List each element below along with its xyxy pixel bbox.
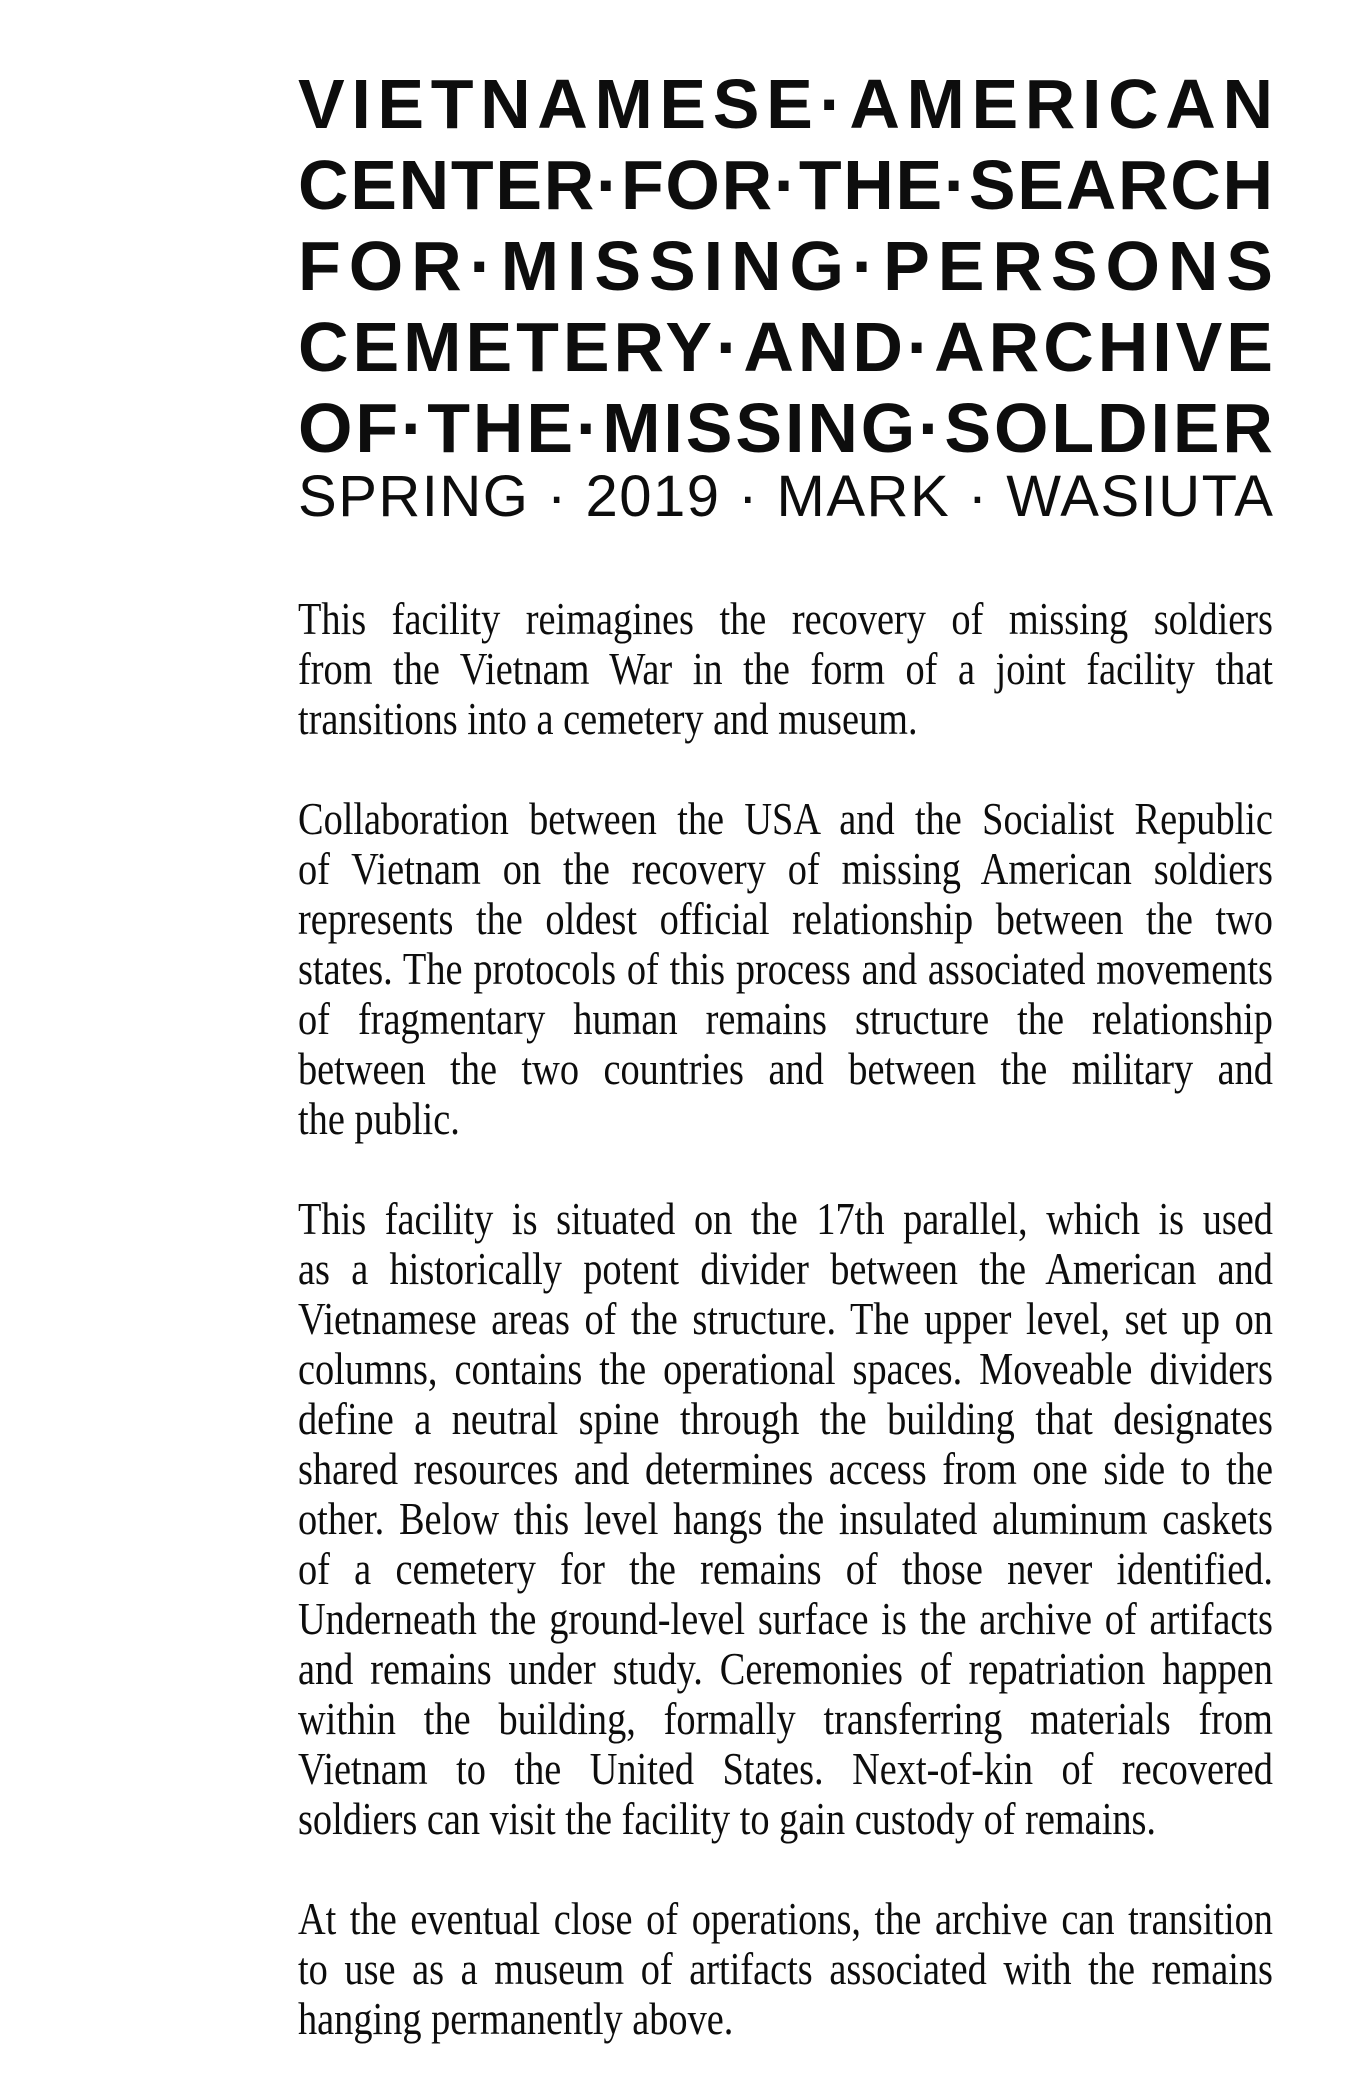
paragraph-1 [298, 594, 1273, 744]
body-line: Collaboration between the USA and the Socialist Republic [298, 793, 1273, 844]
body-line: shared resources and determines access from one side to the [298, 1443, 1273, 1494]
title-line-text: CENTER·FOR·THE·SEARCH [298, 146, 1275, 224]
body-line: columns, contains the operational spaces. Moveable dividers [298, 1343, 1273, 1394]
paragraph-4 [298, 1894, 1273, 2044]
body-line: hanging permanently above. [298, 1993, 734, 2044]
body-line: other. Below this level hangs the insulated aluminum caskets [298, 1493, 1273, 1544]
paragraph-3 [298, 1194, 1273, 1844]
subtitle [298, 462, 1273, 532]
body-text [298, 594, 1273, 2044]
body-line: This facility reimagines the recovery of missing soldiers [298, 593, 1273, 644]
body-line: represents the oldest official relationship between the two [298, 893, 1273, 944]
body-line: Vietnamese areas of the structure. The upper level, set up on [298, 1293, 1273, 1344]
paragraph-2 [298, 794, 1273, 1144]
title-line [298, 388, 1276, 469]
title-line [298, 226, 1281, 307]
subtitle-text: SPRING · 2019 · MARK · WASIUTA [298, 464, 1275, 529]
title-line-text: CEMETERY·AND·ARCHIVE [298, 308, 1277, 386]
body-line: Underneath the ground-level surface is the archive of artifacts [298, 1593, 1273, 1644]
body-line: Vietnam to the United States. Next-of-kin of recovered [298, 1743, 1273, 1794]
body-line: of fragmentary human remains structure the relationship [298, 993, 1273, 1044]
body-line: At the eventual close of operations, the archive can transition [298, 1893, 1273, 1944]
body-line: transitions into a cemetery and museum. [298, 693, 918, 744]
title-line [298, 64, 1280, 145]
title-line [298, 145, 1273, 226]
body-line: soldiers can visit the facility to gain custody of remains. [298, 1793, 1157, 1844]
title-line-text: FOR·MISSING·PERSONS [298, 227, 1281, 305]
body-line: the public. [298, 1093, 460, 1144]
body-line: from the Vietnam War in the form of a joint facility that [298, 643, 1273, 694]
body-line: of a cemetery for the remains of those never identified. [298, 1543, 1273, 1594]
body-line: This facility is situated on the 17th parallel, which is used [298, 1193, 1273, 1244]
title-line [298, 307, 1277, 388]
body-line: and remains under study. Ceremonies of repatriation happen [298, 1643, 1273, 1694]
body-line: as a historically potent divider between the American and [298, 1243, 1273, 1294]
body-line: between the two countries and between the military and [298, 1043, 1273, 1094]
page-title [298, 64, 1281, 469]
body-line: define a neutral spine through the building that designates [298, 1393, 1273, 1444]
title-line-text: OF·THE·MISSING·SOLDIER [298, 389, 1276, 467]
body-line: states. The protocols of this process and associated movements [298, 943, 1273, 994]
body-line: within the building, formally transferring materials from [298, 1693, 1273, 1744]
body-line: to use as a museum of artifacts associated with the remains [298, 1943, 1273, 1994]
title-line-text: VIETNAMESE·AMERICAN [298, 65, 1280, 143]
body-line: of Vietnam on the recovery of missing American soldiers [298, 843, 1273, 894]
